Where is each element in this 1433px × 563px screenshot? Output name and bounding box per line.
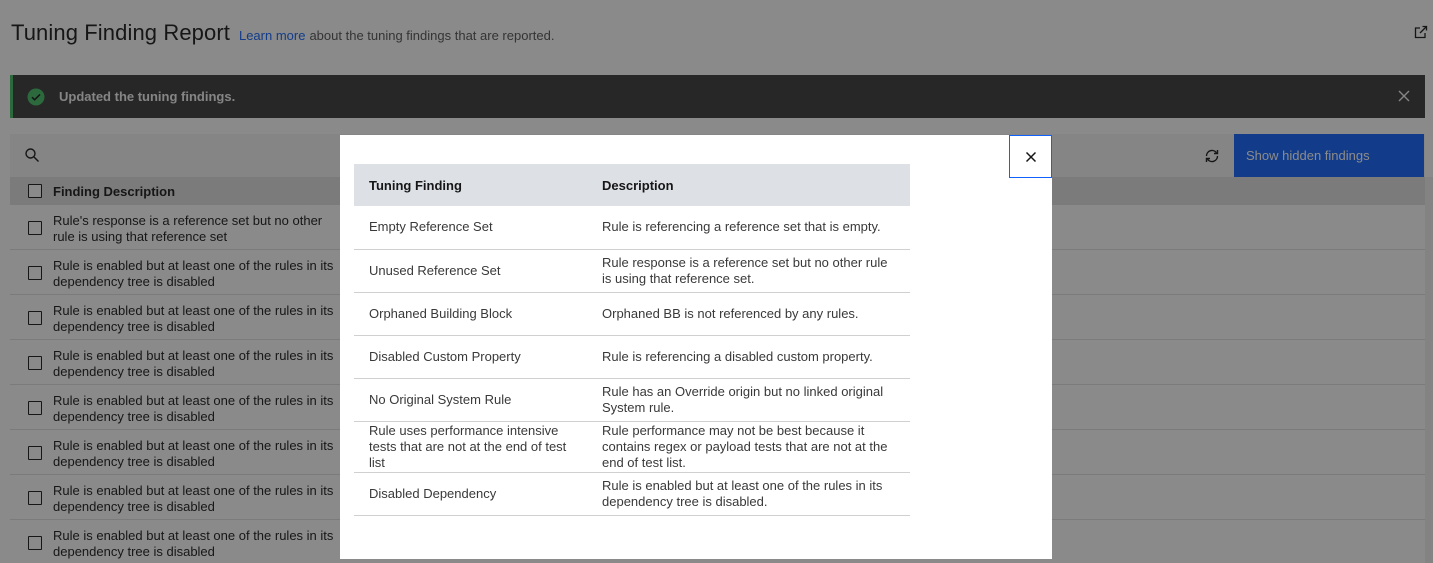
- finding-name: Orphaned Building Block: [354, 292, 587, 335]
- finding-name: Empty Reference Set: [354, 206, 587, 249]
- table-row: [354, 472, 910, 515]
- table-row: [354, 292, 910, 335]
- finding-name: Disabled Custom Property: [354, 335, 587, 378]
- table-row: [354, 378, 910, 421]
- close-icon: [1024, 150, 1038, 164]
- description-column-header: Description: [587, 164, 910, 206]
- finding-detail: Rule is enabled but at least one of the rules in its dependency tree is disabled.: [587, 472, 910, 515]
- finding-detail: Rule has an Override origin but no linked original System rule.: [587, 378, 910, 421]
- table-row: [354, 335, 910, 378]
- table-row: [354, 206, 910, 249]
- tuning-findings-modal: [340, 135, 1052, 559]
- table-row: [354, 421, 910, 472]
- finding-detail: Rule performance may not be best because it contains regex or payload tests that are not at the end of test list.: [587, 421, 910, 472]
- table-row: [354, 249, 910, 292]
- finding-name: No Original System Rule: [354, 378, 587, 421]
- finding-name: Disabled Dependency: [354, 472, 587, 515]
- finding-detail: Orphaned BB is not referenced by any rules.: [587, 292, 910, 335]
- finding-detail: Rule is referencing a disabled custom property.: [587, 335, 910, 378]
- tuning-finding-column-header: Tuning Finding: [354, 164, 587, 206]
- finding-detail: Rule response is a reference set but no other rule is using that reference set.: [587, 249, 910, 292]
- finding-name: Unused Reference Set: [354, 249, 587, 292]
- finding-name: Rule uses performance intensive tests that are not at the end of test list: [354, 421, 587, 472]
- finding-detail: Rule is referencing a reference set that is empty.: [587, 206, 910, 249]
- close-modal-button[interactable]: [1009, 135, 1052, 178]
- tuning-finding-reference-table: [354, 164, 910, 516]
